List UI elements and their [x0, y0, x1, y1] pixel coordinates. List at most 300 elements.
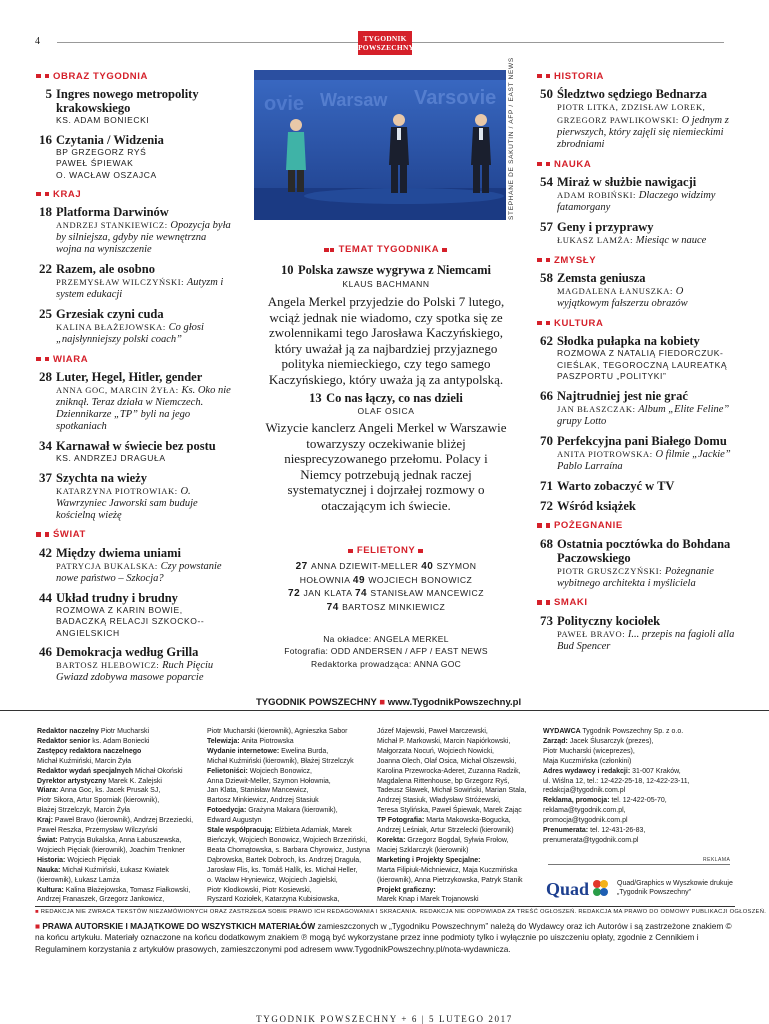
toc-entry-body — [557, 220, 737, 247]
imprint-names: Wojciech Bonowicz, — [249, 767, 312, 775]
cover-subject: Na okładce: ANGELA MERKEL — [323, 634, 449, 644]
imprint-line — [207, 767, 370, 777]
toc-entry[interactable] — [36, 87, 232, 127]
imprint-role: Redaktor naczelny — [37, 728, 101, 735]
section-marker — [537, 523, 542, 528]
imprint-names: tel. 12-422-05-70, — [611, 797, 667, 805]
imprint-line — [207, 856, 370, 866]
toc-section-label: POŻEGNANIE — [554, 520, 623, 531]
imprint-line — [377, 777, 526, 787]
imprint-names: Piotr Sikora, Artur Sporniak (kierownik), — [37, 797, 160, 805]
imprint-line — [207, 836, 370, 846]
toc-entry-title: Ostatnia pocztówka do Bohdana Paczowskiego — [557, 536, 731, 565]
imprint-role: Zastępcy redaktora naczelnego — [37, 747, 142, 755]
imprint-line — [543, 786, 690, 796]
section-marker — [36, 192, 41, 197]
imprint-line — [207, 737, 370, 747]
imprint-line — [37, 767, 193, 777]
imprint-names: Patrycja Bukalska, Anna Łabuszewska, — [59, 836, 182, 844]
toc-entry-author: KS. ANDRZEJ DRAGUŁA — [56, 453, 166, 463]
toc-entry-description: MAGDALENA ŁANUSZKA: O wyjątkowym fałszerzu obrazów — [557, 286, 688, 309]
imprint-role: Świat: — [37, 836, 60, 844]
imprint-line — [37, 757, 193, 767]
imprint-names: Ewelina Burda, — [281, 747, 329, 755]
imprint-line — [207, 757, 370, 767]
imprint-line — [37, 747, 193, 757]
imprint-line — [207, 816, 370, 826]
imprint-names: Paweł Reszka, Przemysław Wilczyński — [37, 827, 158, 835]
toc-entry-description: KALINA BŁAŻEJOWSKA: Co głosi „najsłynniejszy polski coach” — [56, 322, 204, 345]
topic-article-2-title[interactable]: 13 Co nas łączy, co nas dzieli — [309, 391, 463, 405]
toc-page-number: 54 — [540, 174, 553, 189]
imprint-line — [543, 806, 690, 816]
section-marker — [546, 321, 551, 326]
website-link[interactable]: TYGODNIK POWSZECHNY ■ www.TygodnikPowszechny.pl — [256, 697, 522, 708]
imprint-names: redakcja@tygodnik.com.pl — [543, 787, 626, 795]
toc-page-number: 70 — [540, 432, 553, 448]
toc-entry-author: PAWEŁ BRAVO: — [557, 628, 628, 639]
imprint-names: Wojciech Pięciak (kierownik), Joachim Trenkner — [37, 846, 186, 854]
logo-line-2: POWSZECHNY — [358, 43, 415, 52]
column-author[interactable]: WOJCIECH BONOWICZ — [368, 574, 473, 585]
toc-entry-body — [557, 87, 737, 151]
imprint-line — [37, 816, 193, 826]
toc-entry-title: Geny i przyprawy — [557, 220, 654, 234]
toc-page-number: 34 — [39, 438, 52, 453]
toc-page-number: 46 — [39, 644, 52, 659]
toc-entry-title: Perfekcyjna pani Białego Domu — [557, 433, 727, 448]
summit-photo-illustration — [254, 70, 506, 220]
imprint-line — [543, 767, 690, 777]
section-marker — [537, 162, 542, 167]
toc-entry-description: PAWEŁ BRAVO: I... przepis na fagioli alla Bud Spencer — [557, 628, 735, 652]
toc-page-number: 62 — [540, 333, 553, 348]
toc-entry[interactable] — [537, 175, 737, 214]
column-author[interactable]: HOŁOWNIA — [299, 574, 351, 585]
toc-entry-author: ANDRZEJ STANKIEWICZ: — [56, 220, 171, 230]
imprint-role: Wiara: — [37, 787, 61, 795]
imprint-role: Historia: — [37, 856, 68, 864]
toc-entry-author: KS. ADAM BONIECKI — [56, 115, 150, 125]
toc-entry-body — [557, 434, 737, 473]
imprint-names: Jacek Ślusarczyk (prezes), — [569, 737, 654, 745]
toc-entry-description: KATARZYNA PIOTROWIAK: O. Wawrzyniec Jaworski sam buduje kościelną wieżę — [56, 485, 198, 521]
imprint-line — [37, 866, 193, 876]
imprint-names: Józef Majewski, Paweł Marczewski, — [377, 728, 488, 735]
toc-entry[interactable] — [36, 439, 232, 465]
cover-photo — [254, 70, 506, 220]
toc-entry[interactable] — [537, 499, 737, 513]
columns-line — [254, 560, 518, 574]
imprint-line — [377, 747, 526, 757]
toc-entry-title: Karnawał w świecie bez postu — [56, 439, 216, 453]
logo-line-1: TYGODNIK — [363, 34, 407, 43]
toc-entry-title: Demokracja według Grilla — [56, 645, 199, 659]
section-marker — [45, 532, 50, 537]
imprint-names: Andrzej Stasiuk, Władysław Stróżewski, — [377, 797, 501, 805]
toc-page-number: 71 — [540, 477, 553, 493]
imprint-line — [207, 895, 370, 905]
imprint-names: (kierownik), Łukasz Lamża — [37, 876, 120, 884]
toc-section-label: OBRAZ TYGODNIA — [53, 70, 148, 82]
imprint-role: Fotoedycja: — [207, 807, 249, 815]
imprint-line — [377, 767, 526, 777]
toc-page-number: 44 — [39, 589, 52, 605]
toc-entry-body — [56, 87, 232, 127]
toc-page-number: 66 — [540, 387, 553, 403]
toc-page-number: 22 — [39, 261, 52, 276]
toc-entry-title: Warto zobaczyć w TV — [557, 478, 675, 493]
toc-entry-title: Zemsta geniusza — [557, 271, 646, 285]
imprint-names: Elżbieta Adamiak, Marek — [274, 827, 352, 835]
imprint-names: Tygodnik Powszechny Sp. z o.o. — [582, 728, 684, 735]
imprint-line — [207, 806, 370, 816]
imprint-names: Anna Goc, ks. Jacek Prusak SJ, — [60, 787, 161, 795]
toc-section-header — [537, 596, 737, 610]
toc-page-number: 68 — [540, 535, 553, 551]
toc-entry[interactable] — [537, 220, 737, 247]
section-marker — [546, 600, 551, 605]
toc-section-label: ZMYSŁY — [554, 254, 597, 266]
imprint-line — [377, 816, 526, 826]
section-marker — [537, 600, 542, 605]
svg-text:Quad: Quad — [546, 879, 590, 899]
imprint-line — [543, 727, 690, 737]
imprint-names: Edward Augustyn — [207, 817, 262, 825]
column-page-number: 27 — [295, 561, 311, 572]
imprint-line — [207, 747, 370, 757]
toc-entry[interactable] — [36, 471, 232, 522]
toc-section-header — [36, 69, 232, 83]
imprint-names: Piotr Mucharski — [100, 728, 150, 735]
imprint-names: Jan Klata, Stanisław Mancewicz, — [207, 787, 309, 795]
imprint-names: ks. Adam Boniecki — [92, 737, 150, 745]
section-marker — [45, 357, 50, 362]
imprint-names: Paweł Bravo (kierownik), Andrzej Brzeziecki, — [54, 817, 194, 825]
column-author[interactable]: SZYMON — [436, 561, 477, 571]
imprint-column-1 — [37, 727, 193, 905]
toc-entry-description: PIOTR LITKA, ZDZISŁAW LOREK, GRZEGORZ PAWLIKOWSKI: O jednym z pierwszych, który zajęli się niemieckimi zbrodniami — [557, 102, 729, 150]
right-toc-column — [537, 69, 737, 659]
toc-section-label: HISTORIA — [554, 70, 605, 82]
imprint-line — [37, 796, 193, 806]
toc-page-number: 37 — [39, 469, 52, 485]
imprint-names: Grażyna Makara (kierownik), — [248, 807, 338, 815]
section-marker — [537, 74, 542, 79]
imprint-names: Piotr Kłodkowski, Piotr Kosiewski, — [207, 886, 312, 894]
toc-section-label: ŚWIAT — [53, 529, 86, 540]
masthead-logo[interactable] — [358, 31, 415, 55]
toc-entry[interactable] — [36, 645, 232, 684]
imprint-line — [207, 777, 370, 787]
toc-entry-description: ANDRZEJ STANKIEWICZ: Opozycja była by silniejsza, gdyby nie wewnętrzna wojna na wyniszczenie — [56, 220, 231, 255]
imprint-names: Beata Chomątowska, s. Barbara Chyrowicz, Justyna — [207, 846, 371, 854]
cover-photo-credit: Fotografia: ODD ANDERSEN / AFP / EAST NEWS — [284, 646, 488, 657]
toc-entry-body — [557, 479, 737, 493]
toc-section-label: SMAKI — [554, 597, 588, 608]
managing-editor: Redaktorka prowadząca: ANNA GOC — [310, 658, 462, 669]
toc-entry-body — [557, 614, 737, 653]
imprint-role: Kraj: — [37, 817, 55, 825]
imprint-column-2 — [207, 727, 370, 905]
toc-page-number: 57 — [540, 219, 553, 234]
imprint-names: prenumerata@tygodnik.com.pl — [543, 836, 639, 844]
toc-entry-description: JAN BŁASZCZAK: Album „Elite Feline” grupy Lotto — [557, 403, 730, 427]
section-marker — [36, 532, 41, 537]
toc-entry-title: Polityczny kociołek — [557, 613, 661, 628]
imprint-names: Marta Makowska-Bogucka, — [426, 817, 511, 825]
imprint-names: Michał Kuźmiński, Marcin Żyła — [37, 757, 132, 765]
toc-entry-body — [557, 537, 737, 590]
toc-entry-body — [56, 546, 232, 585]
toc-page-number: 58 — [540, 270, 553, 285]
columns-line — [254, 587, 518, 601]
toc-entry-body — [56, 370, 232, 433]
toc-entry-body — [56, 133, 232, 182]
toc-entry[interactable] — [36, 133, 232, 182]
website-bar-rule — [0, 710, 769, 711]
imprint-role: TP Fotografia: — [377, 817, 427, 825]
imprint-role: Redaktor wydań specjalnych — [37, 767, 136, 775]
imprint-names: ul. Wiślna 12, tel.: 12-422-25-18, 12-422-23-11, — [543, 777, 690, 785]
toc-entry-title: Śledztwo sędziego Bednarza — [557, 87, 707, 101]
imprint-line — [543, 737, 690, 747]
imprint-names: Ryszard Koziołek, Katarzyna Kubisiowska, — [207, 896, 340, 904]
toc-entry-author: MAGDALENA ŁANUSZKA: — [557, 286, 676, 296]
columns-section-label: FELIETONY — [356, 545, 416, 556]
toc-entry-title: Wśród książek — [557, 498, 636, 513]
toc-entry-title: Ingres nowego metropolity krakowskiego — [56, 87, 199, 115]
column-page-number: 40 — [421, 561, 437, 572]
toc-section-label: KRAJ — [53, 188, 82, 200]
imprint-role: Nauka: — [37, 866, 63, 874]
imprint-names: Marek K. Zalejski — [108, 777, 162, 785]
topic-article-1-lead: Angela Merkel przyjedzie do Polski 7 lutego, wciąż jednak nie wiadomo, czy spotka się ze zwolennikami tego Jarosława Kaczyńskiego, który uważał ją za najbardziej przyjaznego polityka niemieckiego, czy tego samego Kaczyńskiego, który uważa ją za antypolską. — [267, 294, 505, 387]
section-marker — [537, 321, 542, 326]
toc-entry-author: KALINA BŁAŻEJOWSKA: — [56, 322, 169, 332]
imprint-names: Michał Okoński — [135, 767, 183, 775]
toc-entry-author: BP GRZEGORZ RYŚ PAWEŁ ŚPIEWAK O. WACŁAW OSZAJCA — [56, 146, 157, 180]
imprint-names: Błażej Strzelczyk, Marcin Żyła — [37, 807, 130, 815]
toc-entry-body — [557, 389, 737, 428]
toc-section-header — [537, 316, 737, 330]
toc-entry-body — [56, 591, 232, 640]
section-marker — [546, 74, 551, 79]
imprint-role: Marketing i Projekty Specjalne: — [377, 856, 481, 864]
toc-entry-body — [557, 334, 737, 383]
imprint-names: Marta Filipiuk-Michniewicz, Maja Kuczmińska — [377, 866, 518, 874]
toc-entry[interactable] — [537, 389, 737, 428]
imprint-role: Stale współpracują: — [207, 827, 275, 835]
toc-page-number: 18 — [39, 204, 52, 219]
imprint-line — [37, 737, 193, 747]
columns-section-header — [254, 540, 518, 558]
toc-section-label: WIARA — [53, 353, 89, 365]
toc-section-header — [537, 157, 737, 171]
toc-entry[interactable] — [537, 614, 737, 653]
toc-entry[interactable] — [537, 271, 737, 310]
editorial-notice: ■ REDAKCJA NIE ZWRACA TEKSTÓW NIEZAMÓWIONYCH ORAZ ZASTRZEGA SOBIE PRAWO ICH REDAGOWANIA I SKRACANIA. REDAKCJA NIE ODPOWIADA ZA TREŚĆ OGŁOSZEŃ. REDAKCJA MA PRAWO DO ODMOWY PUBLIKACJI OGŁOSZEŃ. — [35, 906, 735, 915]
columns-line — [254, 574, 518, 588]
toc-entry-author: PIOTR LITKA, ZDZISŁAW LOREK, GRZEGORZ PAWLIKOWSKI: — [557, 102, 706, 125]
imprint-line — [207, 727, 370, 737]
section-marker — [36, 357, 41, 362]
imprint-names: Piotr Mucharski (kierownik), Agnieszka Sabor — [207, 728, 348, 735]
imprint-names: Anna Dziewit-Meller, Szymon Hołownia, — [207, 777, 331, 785]
imprint-names: Dąbrowska, Bartek Dobroch, ks. Andrzej Draguła, — [207, 856, 362, 864]
imprint-line — [37, 777, 193, 787]
toc-entry-body — [56, 262, 232, 301]
imprint-role: Prenumerata: — [543, 827, 591, 835]
columns-list — [254, 560, 518, 614]
imprint-role: Wydanie internetowe: — [207, 747, 282, 755]
imprint-line — [377, 846, 526, 856]
imprint-names: Andrzej Franaszek, Grzegorz Jankowicz, — [37, 896, 165, 904]
imprint-names: Jarosław Flis, ks. Tomáš Halík, ks. Michał Heller, — [207, 866, 358, 874]
toc-entry[interactable] — [36, 591, 232, 640]
imprint-line — [543, 747, 690, 757]
imprint-line — [37, 806, 193, 816]
imprint-role: Projekt graficzny: — [377, 886, 436, 894]
quad-graphics-logo — [546, 878, 609, 900]
imprint-line — [207, 886, 370, 896]
toc-section-header — [537, 69, 737, 83]
toc-page-number: 25 — [39, 306, 52, 321]
toc-entry[interactable] — [36, 370, 232, 433]
topic-section-label: TEMAT TYGODNIKA — [338, 244, 439, 255]
toc-entry-body — [56, 205, 232, 256]
toc-section-label: KULTURA — [554, 317, 604, 329]
toc-entry-title: Platforma Darwinów — [56, 205, 169, 219]
imprint-line — [37, 846, 193, 856]
imprint-line — [207, 786, 370, 796]
svg-text:Warsaw: Warsaw — [320, 90, 388, 110]
imprint-line — [37, 886, 193, 896]
column-author[interactable]: BARTOSZ MINKIEWICZ — [342, 601, 446, 612]
toc-entry-author: PATRYCJA BUKALSKA: — [56, 560, 161, 571]
column-author[interactable]: STANISŁAW MANCEWICZ — [370, 588, 484, 598]
imprint-names: Wojciech Pięciak — [67, 856, 121, 864]
toc-section-header — [36, 528, 232, 542]
imprint-role: Telewizja: — [207, 737, 242, 745]
toc-entry-description: ADAM ROBIŃSKI: Dlaczego widzimy fatamorgany — [557, 190, 716, 213]
imprint-line — [377, 836, 526, 846]
imprint-role: Korekta: — [377, 836, 408, 844]
toc-entry-description: PIOTR GRUSZCZYŃSKI: Pożegnanie wybitnego architekta i myśliciela — [557, 565, 714, 589]
toc-entry-title: Luter, Hegel, Hitler, gender — [56, 370, 203, 384]
toc-entry-title: Między dwiema uniami — [56, 545, 181, 560]
toc-entry-title: Razem, ale osobno — [56, 262, 155, 276]
toc-entry[interactable] — [537, 537, 737, 590]
toc-entry[interactable] — [537, 87, 737, 151]
section-marker — [45, 74, 50, 79]
imprint-names: Michał Kuźmiński (kierownik), Błażej Strzelczyk — [207, 757, 354, 765]
page-number: 4 — [35, 36, 40, 47]
toc-entry-body — [56, 439, 232, 465]
toc-entry-author: ŁUKASZ LAMŻA: — [557, 235, 636, 245]
toc-entry-title: Grzesiak czyni cuda — [56, 307, 164, 321]
imprint-line — [377, 866, 526, 876]
toc-entry[interactable] — [537, 434, 737, 473]
copyright-notice: ■ PRAWA AUTORSKIE I MAJĄTKOWE DO WSZYSTKICH MATERIAŁÓW zamieszczonych w „Tygodniku Powszechnym” należą do Wydawcy oraz ich Autorów i są zastrzeżone znakiem © na końcu artykułu. Materiały oznaczone na końcu dodatkowym znakiem ℗ mogą być wykorzystane przez inne podmioty tylko i wyłącznie po uiszczeniu opłaty, zgodnie z Cennikiem i Regulaminem korzystania z artykułów prasowych, zamieszczonymi pod adresem www.TygodnikPowszechny.pl/nota-wydawnicza. — [35, 921, 732, 954]
imprint-line — [377, 786, 526, 796]
topic-article-2-author: OLAF OSICA — [357, 406, 415, 416]
photo-credit: STEPHANE DE SAKUTIN / AFP / EAST NEWS — [508, 57, 515, 220]
imprint-names: Tadeusz Sławek, Michał Sowiński, Marian Stala, — [377, 787, 527, 795]
topic-article-1-title[interactable]: 10 Polska zawsze wygrywa z Niemcami — [281, 263, 491, 277]
imprint-role: Felietoniści: — [207, 767, 250, 775]
toc-entry[interactable] — [36, 307, 232, 346]
imprint-role: Zarząd: — [543, 737, 570, 745]
column-author[interactable]: JAN KLATA — [303, 588, 353, 598]
imprint-names: Bieńczyk, Wojciech Bonowicz, Wojciech Brzeziński, — [207, 836, 368, 844]
imprint-names: Bartosz Minkiewicz, Andrzej Stasiuk — [207, 797, 319, 805]
imprint-line — [37, 876, 193, 886]
imprint-line — [377, 856, 526, 866]
imprint-line — [543, 757, 690, 767]
toc-page-number: 72 — [540, 497, 553, 513]
printer-info: Quad/Graphics w Wyszkowie drukuje „Tygodnik Powszechny” — [617, 880, 733, 896]
left-toc-column — [36, 69, 232, 690]
imprint-line — [543, 796, 690, 806]
toc-entry-description: ŁUKASZ LAMŻA: Miesiąc w nauce — [557, 235, 707, 246]
toc-entry-author: ANITA PIOTROWSKA: — [557, 448, 656, 459]
toc-entry-body — [557, 271, 737, 310]
toc-page-number: 42 — [39, 544, 52, 560]
columns-line — [254, 601, 518, 615]
imprint-line — [207, 796, 370, 806]
imprint-names: Karolina Przewrocka-Aderet, Zuzanna Radzik, — [377, 767, 521, 775]
section-marker — [36, 74, 41, 79]
section-marker — [537, 258, 542, 263]
imprint-names: Teresa Stylińska, Paweł Śpiewak, Marek Zając — [377, 807, 522, 815]
imprint-line — [377, 886, 526, 896]
topic-section-header — [254, 239, 518, 257]
imprint-line — [377, 876, 526, 886]
toc-entry[interactable] — [36, 205, 232, 256]
toc-entry[interactable] — [537, 479, 737, 493]
toc-section-label: NAUKA — [554, 158, 592, 170]
section-marker — [45, 192, 50, 197]
imprint-line — [207, 876, 370, 886]
imprint-line — [377, 727, 526, 737]
imprint-names: Maciej Szklarczyk (kierownik) — [377, 846, 469, 854]
toc-entry-title: Układ trudny i brudny — [56, 590, 178, 605]
svg-text:Varsovie: Varsovie — [414, 87, 497, 109]
imprint-names: Piotr Mucharski (wiceprezes), — [543, 747, 635, 755]
imprint-names: Małgorzata Nocuń, Wojciech Nowicki, — [377, 747, 494, 755]
imprint-line — [37, 786, 193, 796]
toc-entry-title: Miraż w służbie nawigacji — [557, 175, 697, 189]
toc-page-number: 16 — [39, 131, 52, 147]
ad-rule — [548, 864, 730, 865]
section-marker — [546, 162, 551, 167]
section-marker — [546, 523, 551, 528]
imprint-role: Reklama, promocja: — [543, 797, 612, 805]
toc-entry-author: KATARZYNA PIOTROWIAK: — [56, 485, 181, 496]
toc-entry[interactable] — [36, 262, 232, 301]
toc-entry-body — [56, 307, 232, 346]
toc-section-header — [36, 187, 232, 201]
toc-entry-author: BARTOSZ HLEBOWICZ: — [56, 660, 163, 670]
imprint-role: Dyrektor artystyczny — [37, 777, 109, 785]
column-author[interactable]: ANNA DZIEWIT-MELLER — [310, 561, 419, 571]
toc-entry[interactable] — [537, 334, 737, 383]
toc-entry[interactable] — [36, 546, 232, 585]
imprint-line — [207, 826, 370, 836]
toc-entry-author: ROZMOWA Z KARIN BOWIE, BADACZKĄ RELACJI SZKOCKO--ANGIELSKICH — [56, 604, 205, 638]
imprint-role: Adres wydawcy i redakcji: — [543, 767, 633, 775]
